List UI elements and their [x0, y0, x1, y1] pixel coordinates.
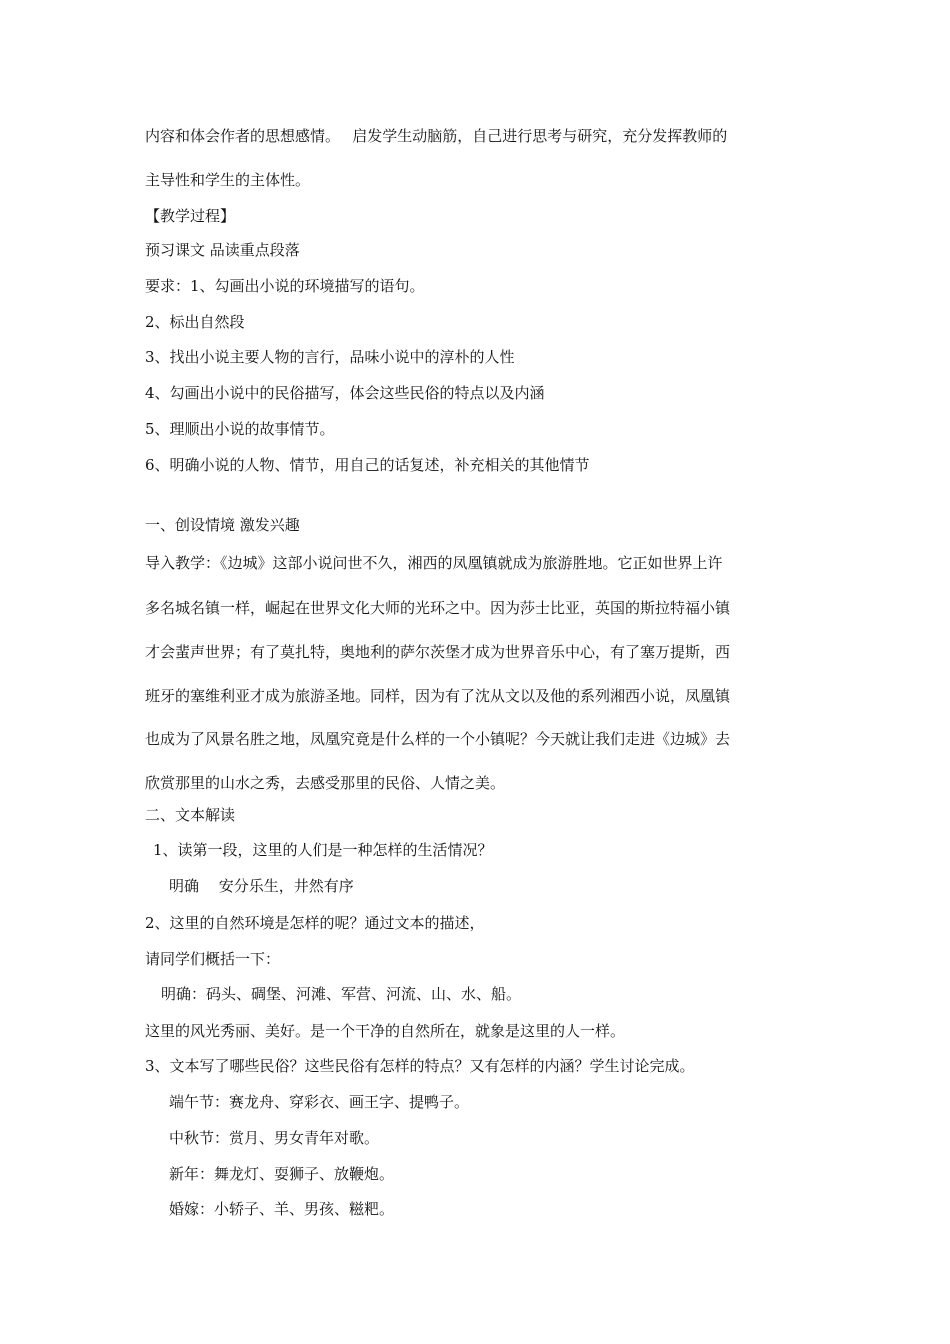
list-item: 2、标出自然段 [145, 313, 245, 331]
text-line: 主导性和学生的主体性。 [145, 171, 311, 189]
list-item: 4、勾画出小说中的民俗描写，体会这些民俗的特点以及内涵 [145, 384, 545, 402]
text-line: 才会蜚声世界；有了莫扎特，奥地利的萨尔茨堡才成为世界音乐中心，有了塞万提斯，西 [145, 643, 731, 661]
text-line: 班牙的塞维利亚才成为旅游圣地。同样，因为有了沈从文以及他的系列湘西小说，凤凰镇 [145, 687, 731, 705]
text-line: 预习课文 品读重点段落 [145, 241, 300, 259]
list-item: 3、找出小说主要人物的言行，品味小说中的淳朴的人性 [145, 348, 515, 366]
list-item: 新年：舞龙灯、耍狮子、放鞭炮。 [169, 1165, 395, 1183]
text-line: 这里的风光秀丽、美好。是一个干净的自然所在，就象是这里的人一样。 [145, 1022, 626, 1040]
question-line: 1、读第一段，这里的人们是一种怎样的生活情况？ [153, 841, 493, 859]
text-line: 多名城名镇一样，崛起在世界文化大师的光环之中。因为莎士比亚，英国的斯拉特福小镇 [145, 599, 731, 617]
text-line: 要求：1、勾画出小说的环境描写的语句。 [145, 277, 425, 295]
list-item: 5、理顺出小说的故事情节。 [145, 420, 335, 438]
answer-line: 明确 安分乐生，井然有序 [169, 877, 354, 895]
text-line: 也成为了风景名胜之地，凤凰究竟是什么样的一个小镇呢？今天就让我们走进《边城》去 [145, 730, 731, 748]
list-item: 6、明确小说的人物、情节，用自己的话复述，补充相关的其他情节 [145, 456, 590, 474]
list-item: 婚嫁：小轿子、羊、男孩、糍粑。 [169, 1200, 395, 1218]
text-line: 导入教学：《边城》这部小说问世不久，湘西的凤凰镇就成为旅游胜地。它正如世界上许 [145, 554, 723, 572]
question-line: 2、这里的自然环境是怎样的呢？通过文本的描述， [145, 914, 485, 932]
list-item: 端午节：赛龙舟、穿彩衣、画王字、提鸭子。 [169, 1093, 470, 1111]
text-line: 内容和体会作者的思想感情。 启发学生动脑筋，自己进行思考与研究，充分发挥教师的 [145, 127, 728, 145]
text-line: 请同学们概括一下： [145, 950, 281, 968]
question-line: 3、文本写了哪些民俗？这些民俗有怎样的特点？又有怎样的内涵？学生讨论完成。 [145, 1057, 695, 1075]
section-heading: 【教学过程】 [145, 207, 236, 225]
section-heading: 二、文本解读 [145, 806, 236, 824]
section-heading: 一、创设情境 激发兴趣 [145, 516, 300, 534]
text-line: 欣赏那里的山水之秀，去感受那里的民俗、人情之美。 [145, 774, 506, 792]
answer-line: 明确：码头、碉堡、河滩、军营、河流、山、水、船。 [161, 985, 522, 1003]
list-item: 中秋节：赏月、男女青年对歌。 [169, 1129, 380, 1147]
